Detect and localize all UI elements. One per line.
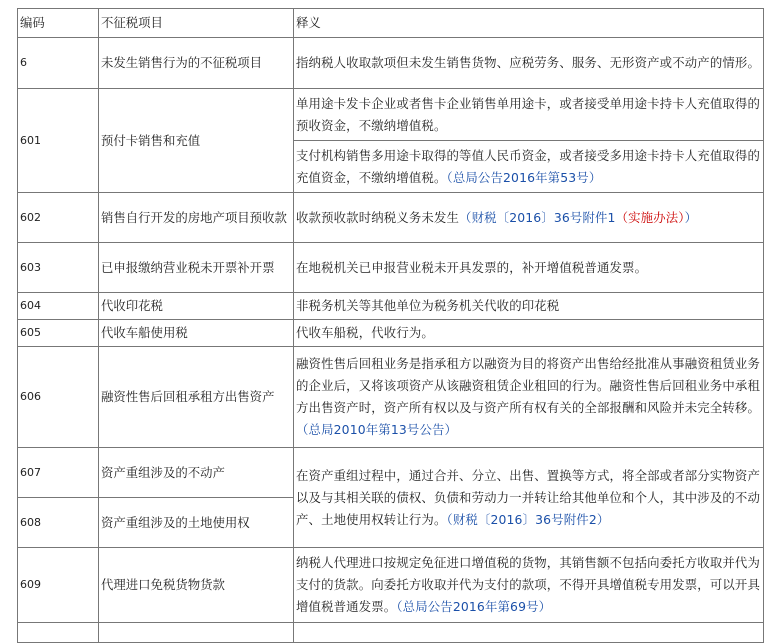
row-definition: 单用途卡发卡企业或者售卡企业销售单用途卡，或者接受单用途卡持卡人充值取得的预收资金，不缴纳增值税。 [294, 89, 764, 141]
table-header-row [18, 9, 764, 38]
row-code: 605 [18, 320, 99, 347]
row-name: 资产重组涉及的不动产 [99, 448, 294, 498]
row-code: 603 [18, 243, 99, 293]
row-definition [294, 448, 764, 548]
table-row [18, 193, 764, 243]
row-name: 已申报缴纳营业税未开票补开票 [99, 243, 294, 293]
row-definition [294, 347, 764, 448]
reference-link[interactable]: （总局公告2016年第69号） [396, 599, 552, 614]
row-definition [294, 548, 764, 623]
row-code: 609 [18, 548, 99, 623]
table-row [18, 548, 764, 623]
row-name: 资产重组涉及的土地使用权 [99, 498, 294, 548]
reference-link-close: ） [684, 209, 698, 225]
reference-link[interactable]: （总局公告2016年第53号） [446, 169, 602, 185]
table-row [18, 293, 764, 320]
row-name: 融资性售后回租承租方出售资产 [99, 347, 294, 448]
row-code: 602 [18, 193, 99, 243]
row-code: 6 [18, 38, 99, 89]
definition-text: 在资产重组过程中，通过合并、分立、出售、置换等方式，将全部或者部分实物资产以及与其相关联的债权、负债和劳动力一并转让给其他单位和个人，其中涉及的不动产、土地使用权转让行为。 [296, 467, 761, 527]
reference-link[interactable]: （总局2010年第13号公告） [296, 422, 458, 437]
header-name: 不征税项目 [99, 9, 294, 38]
row-code: 608 [18, 498, 99, 548]
reference-link[interactable]: （财税〔2016〕36号附件1 [459, 209, 616, 225]
table-row [18, 448, 764, 498]
row-definition [294, 141, 764, 193]
definition-text: 支付机构销售多用途卡取得的等值人民币资金，或者接受多用途卡持卡人充值取得的充值资金，不缴纳增值税。 [296, 147, 761, 185]
definition-text: 收款预收款时纳税义务未发生 [296, 209, 460, 225]
row-name: 未发生销售行为的不征税项目 [99, 38, 294, 89]
header-def: 释义 [294, 9, 764, 38]
table-row [18, 347, 764, 448]
reference-link[interactable]: （财税〔2016〕36号附件2） [446, 511, 610, 527]
table-row [18, 243, 764, 293]
empty-cell [99, 623, 294, 643]
header-code: 编码 [18, 9, 99, 38]
row-name: 代理进口免税货物货款 [99, 548, 294, 623]
empty-cell [294, 623, 764, 643]
row-definition: 非税务机关等其他单位为税务机关代收的印花税 [294, 293, 764, 320]
definition-text: 纳税人代理进口按规定免征进口增值税的货物，其销售额不包括向委托方收取并代为支付的货款。向委托方收取并代为支付的款项，不得开具增值税专用发票，可以开具增值税普通发票。 [296, 555, 761, 614]
row-definition [294, 193, 764, 243]
row-code: 604 [18, 293, 99, 320]
table-row [18, 320, 764, 347]
empty-cell [18, 623, 99, 643]
row-name: 代收印花税 [99, 293, 294, 320]
row-code: 606 [18, 347, 99, 448]
row-definition: 在地税机关已申报营业税未开具发票的，补开增值税普通发票。 [294, 243, 764, 293]
table-row-partial [18, 623, 764, 643]
row-name: 销售自行开发的房地产项目预收款 [99, 193, 294, 243]
definition-text: 融资性售后回租业务是指承租方以融资为目的将资产出售给经批准从事融资租赁业务的企业后，又将该项资产从该融资租赁企业租回的行为。融资性售后回租业务中承租方出售资产时，资产所有权以及与资产所有权有关的全部报酬和风险并未完全转移。 [296, 356, 761, 415]
table-row [18, 89, 764, 141]
row-definition: 指纳税人收取款项但未发生销售货物、应税劳务、服务、无形资产或不动产的情形。 [294, 38, 764, 89]
table-row [18, 38, 764, 89]
row-name: 代收车船使用税 [99, 320, 294, 347]
row-definition: 代收车船税，代收行为。 [294, 320, 764, 347]
row-name: 预付卡销售和充值 [99, 89, 294, 193]
row-code: 601 [18, 89, 99, 193]
reference-link-highlight[interactable]: （实施办法） [615, 209, 685, 225]
row-code: 607 [18, 448, 99, 498]
tax-exempt-items-table [17, 8, 763, 643]
